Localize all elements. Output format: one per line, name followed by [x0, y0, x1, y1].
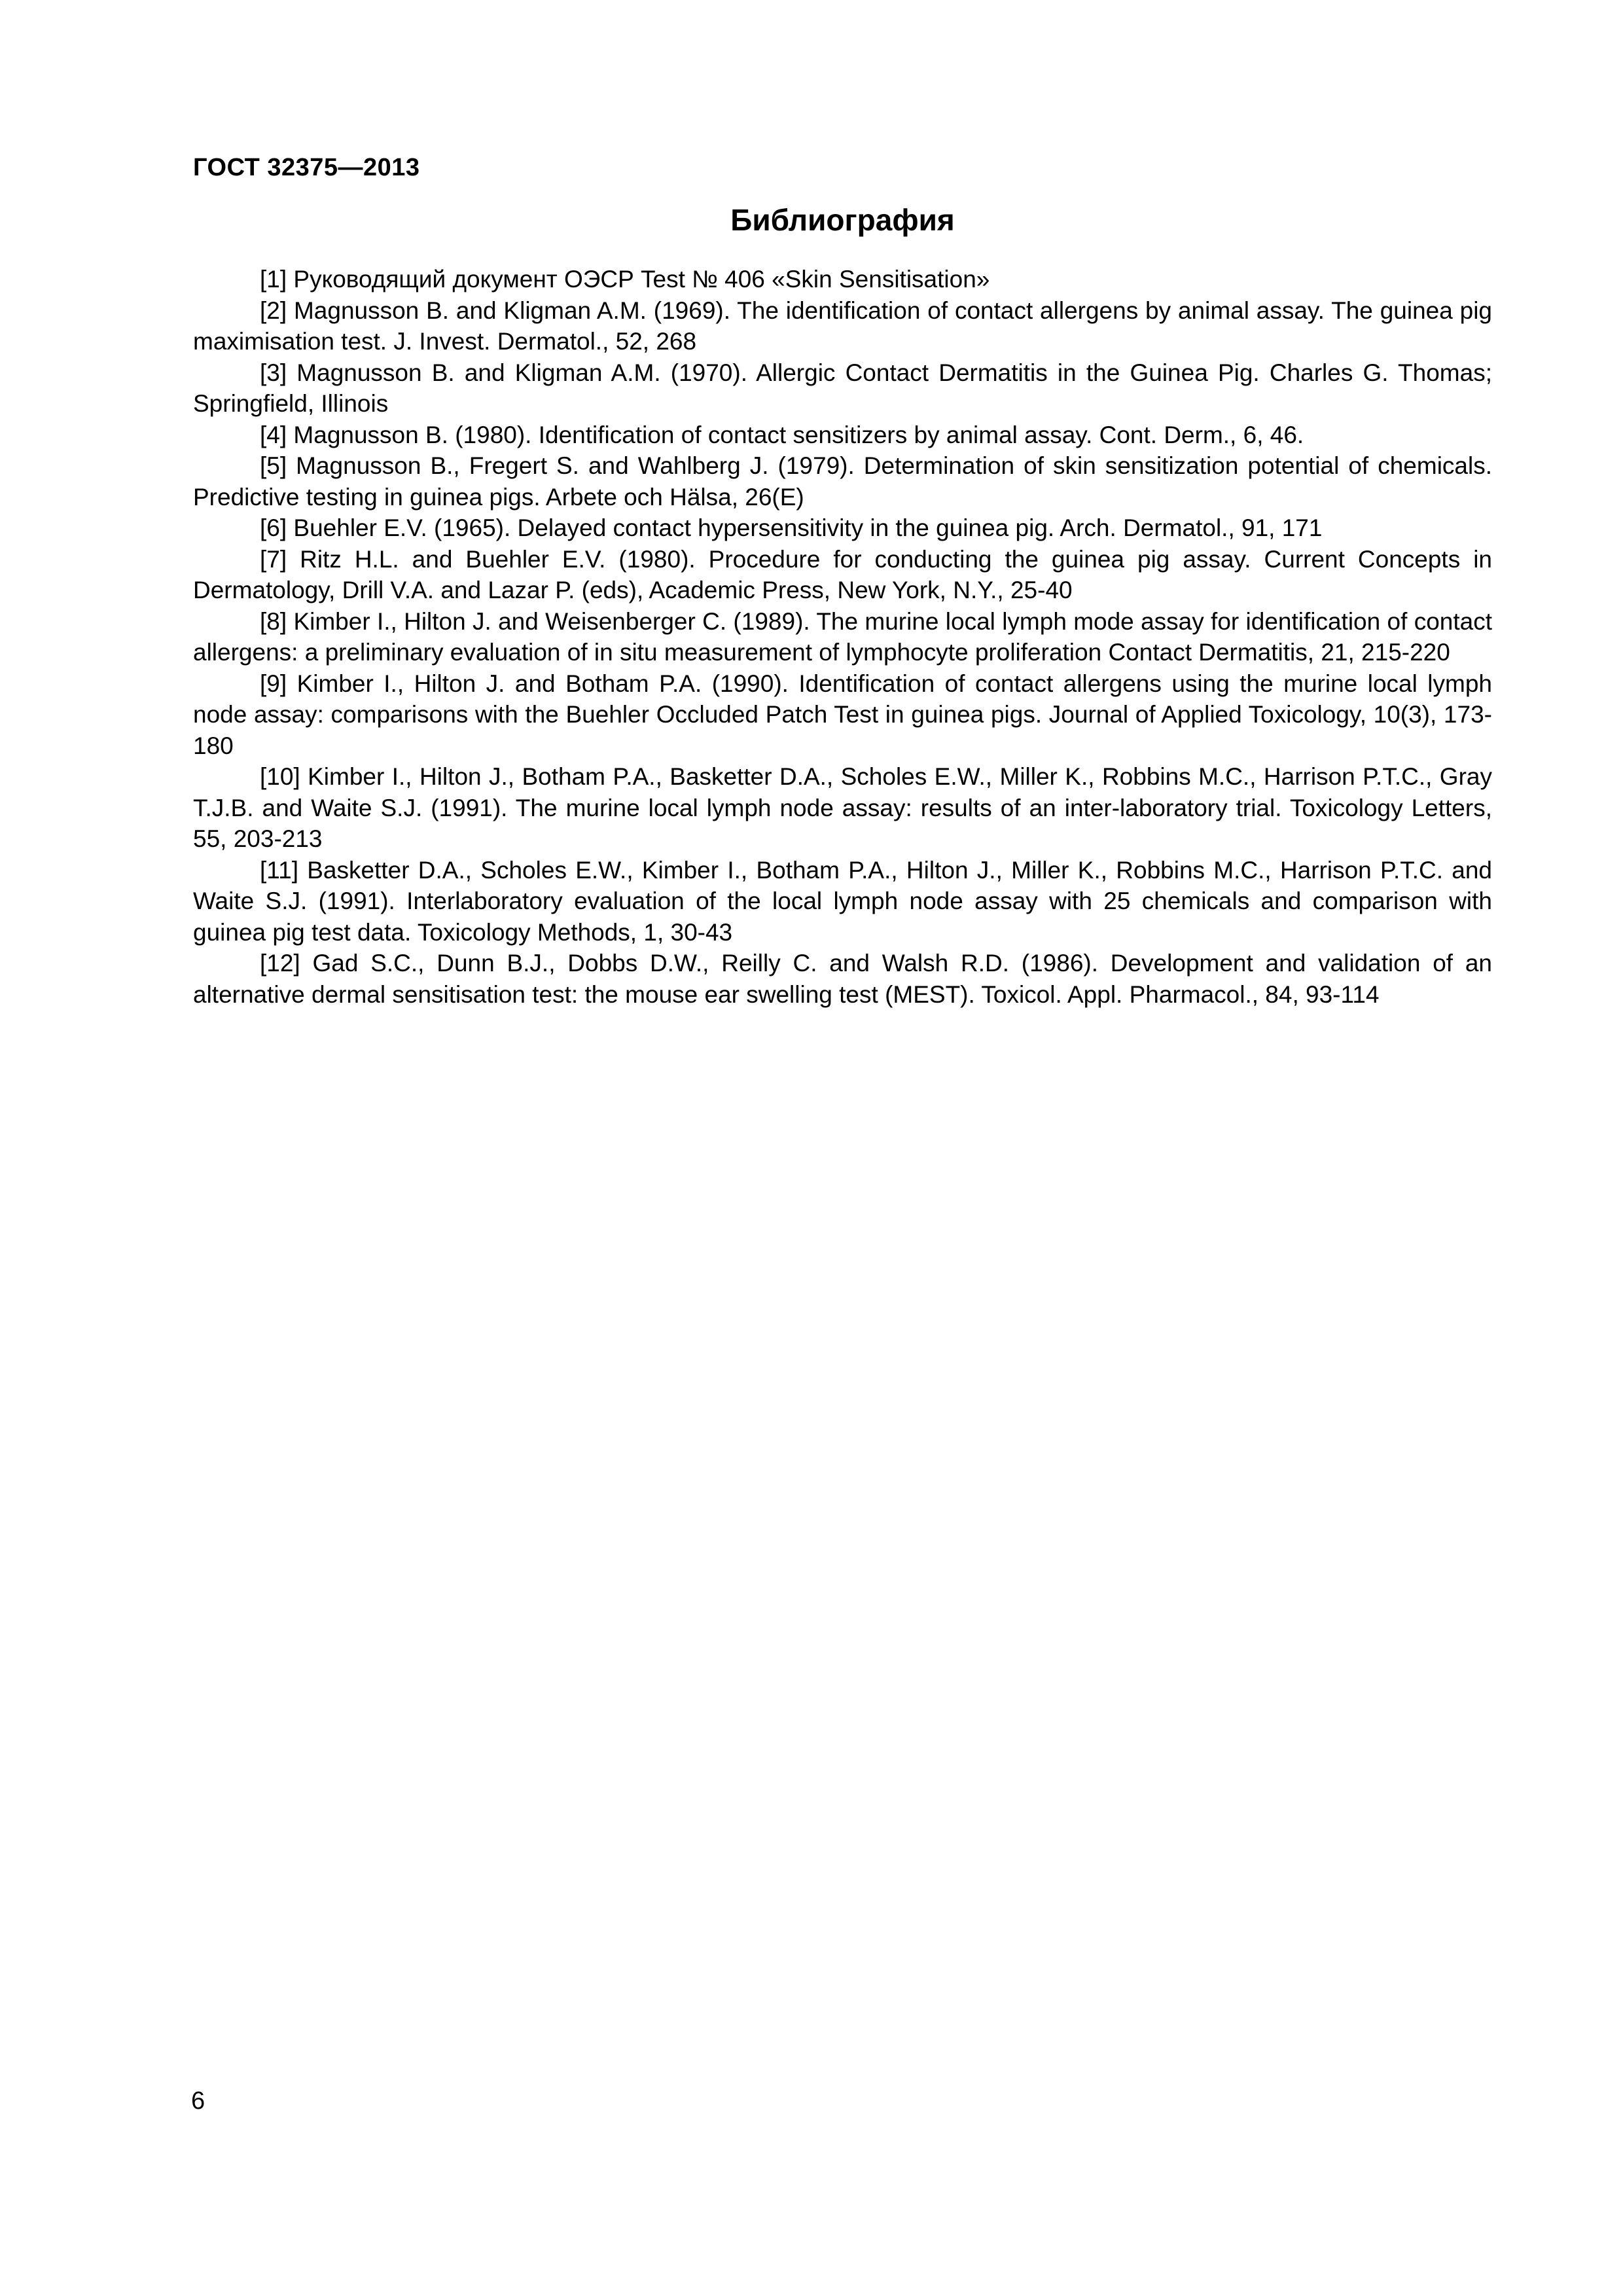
reference-item: [3] Magnusson B. and Kligman A.M. (1970). Allergic Contact Dermatitis in the Guinea Pig. Charles G. Thomas; Springfield, Illinois: [193, 359, 1492, 417]
standard-code-header: ГОСТ 32375—2013: [193, 154, 420, 181]
reference-list: [193, 264, 1492, 1010]
reference-item: [6] Buehler E.V. (1965). Delayed contact hypersensitivity in the guinea pig. Arch. Dermatol., 91, 171: [260, 514, 1323, 541]
reference-item: [10] Kimber I., Hilton J., Botham P.A., Basketter D.A., Scholes E.W., Miller K., Robbins M.C., Harrison P.T.C., Gray T.J.B. and Waite S.J. (1991). The murine local lymph node assay: results of an inter-laboratory trial. Toxicology Letters, 55, 203-213: [193, 763, 1492, 852]
reference-item: [2] Magnusson B. and Kligman A.M. (1969). The identification of contact allergens by animal assay. The guinea pig maximisation test. J. Invest. Dermatol., 52, 268: [193, 296, 1492, 355]
reference-item: [12] Gad S.C., Dunn B.J., Dobbs D.W., Reilly C. and Walsh R.D. (1986). Development and validation of an alternative dermal sensitisation test: the mouse ear swelling test (MEST). Toxicol. Appl. Pharmacol., 84, 93-114: [193, 950, 1492, 1008]
reference-item: [1] Руководящий документ ОЭСР Test № 406 «Skin Sensitisation»: [260, 266, 990, 293]
page-number: 6: [191, 2087, 205, 2115]
bibliography-title: Библиография: [730, 203, 955, 237]
reference-item: [8] Kimber I., Hilton J. and Weisenberger C. (1989). The murine local lymph mode assay for identification of contact allergens: a preliminary evaluation of in situ measurement of lymphocyte proliferation Contact Dermatitis, 21, 215-220: [193, 607, 1492, 666]
reference-item: [4] Magnusson B. (1980). Identification of contact sensitizers by animal assay. Cont. Derm., 6, 46.: [260, 421, 1304, 448]
reference-item: [9] Kimber I., Hilton J. and Botham P.A. (1990). Identification of contact allergens using the murine local lymph node assay: comparisons with the Buehler Occluded Patch Test in guinea pigs. Journal of Applied Toxicology, 10(3), 173-180: [193, 670, 1492, 759]
reference-item: [7] Ritz H.L. and Buehler E.V. (1980). Procedure for conducting the guinea pig assay. Current Concepts in Dermatology, Drill V.A. and Lazar P. (eds), Academic Press, New York, N.Y., 25-40: [193, 545, 1492, 603]
reference-item: [11] Basketter D.A., Scholes E.W., Kimber I., Botham P.A., Hilton J., Miller K., Robbins M.C., Harrison P.T.C. and Waite S.J. (1991). Interlaboratory evaluation of the local lymph node assay with 25 chemicals and comparison with guinea pig test data. Toxicology Methods, 1, 30-43: [193, 856, 1492, 946]
reference-item: [5] Magnusson B., Fregert S. and Wahlberg J. (1979). Determination of skin sensitization potential of chemicals. Predictive testing in guinea pigs. Arbete och Hälsa, 26(E): [193, 452, 1492, 511]
